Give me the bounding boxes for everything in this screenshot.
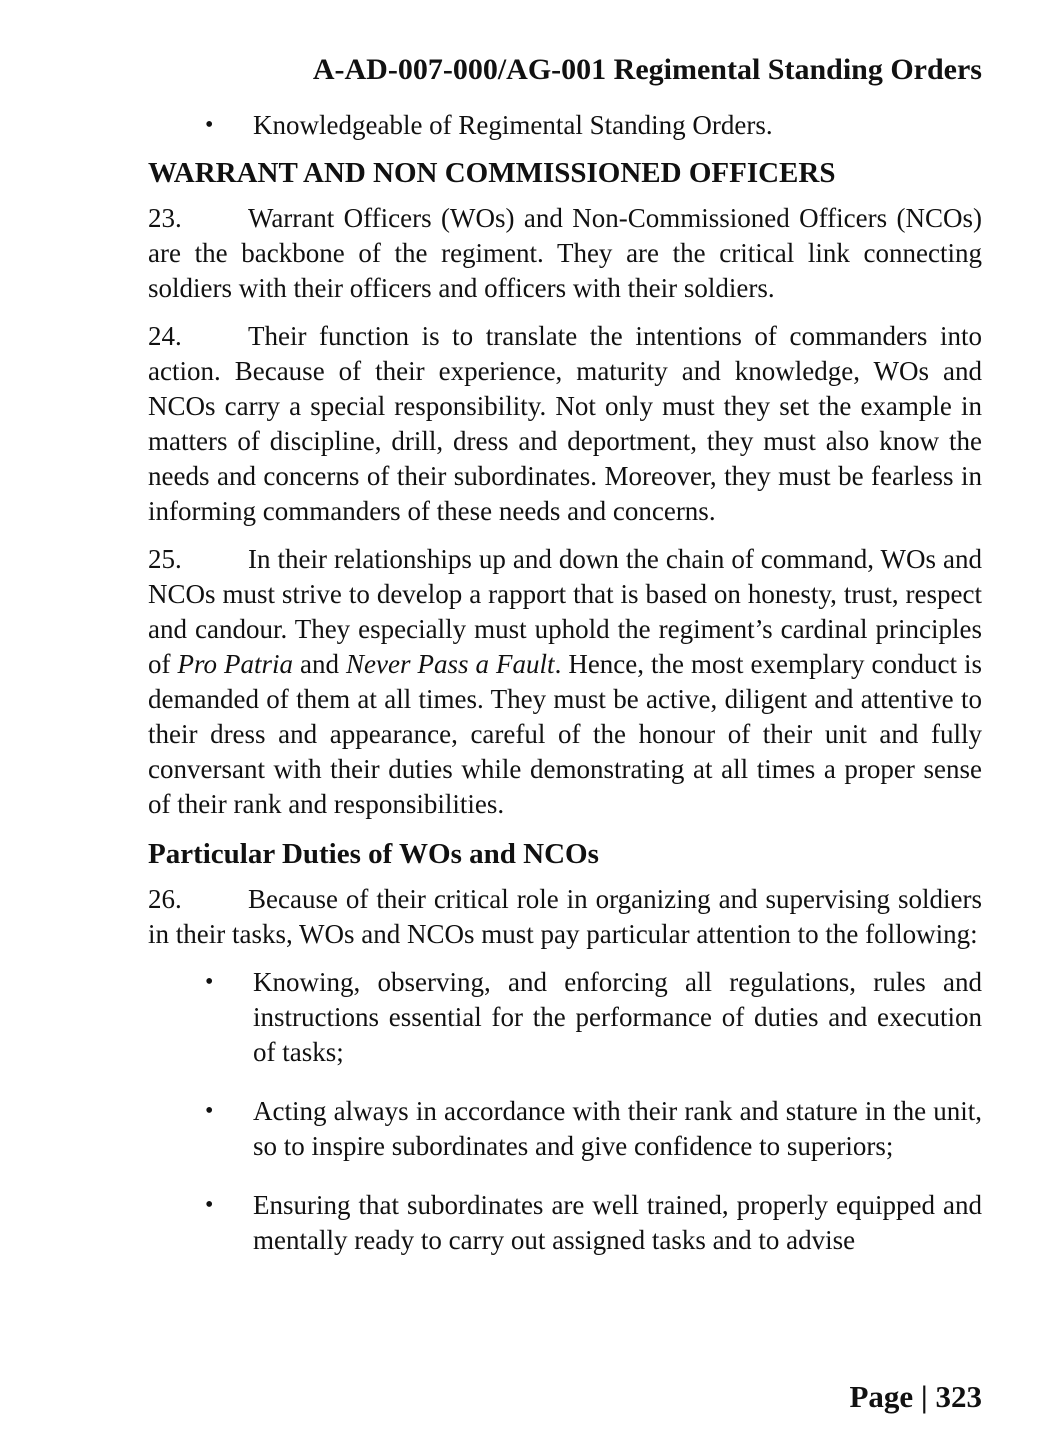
paragraph-24 [148, 319, 982, 529]
paragraph-26-number: 26. [148, 884, 182, 914]
duty-item-text: Knowing, observing, and enforcing all regulations, rules and instructions essential for the performance of duties and execution of tasks; [253, 967, 982, 1067]
bullet-icon: • [205, 1192, 214, 1218]
duties-list [148, 965, 982, 1258]
bullet-icon: • [205, 1098, 214, 1124]
document-header-title: A-AD-007-000/AG-001 Regimental Standing Orders [312, 53, 982, 86]
paragraph-25-number: 25. [148, 544, 182, 574]
paragraph-24-number: 24. [148, 321, 182, 351]
paragraph-25-text: In their relationships up and down the chain of command, WOs and NCOs must strive to develop a rapport that is based on honesty, trust, respect and candour. They especially must uphold the regiment’s cardinal principles of Pro Patria and Never Pass a Fault. Hence, the most exemplary conduct is demanded of them at all times. They must be active, diligent and attentive to their dress and appearance, careful of the honour of their unit and fully conversant with their duties while demonstrating at all times a proper sense of their rank and responsibilities. [148, 544, 982, 819]
duty-item-text: Ensuring that subordinates are well trained, properly equipped and mentally ready to carry out assigned tasks and to advise [253, 1190, 982, 1255]
paragraph-26 [148, 882, 982, 952]
lead-bullet-list [148, 108, 982, 143]
lead-bullet-text: Knowledgeable of Regimental Standing Orders. [253, 110, 773, 140]
paragraph-23-number: 23. [148, 203, 182, 233]
paragraph-26-text: Because of their critical role in organizing and supervising soldiers in their tasks, WOs and NCOs must pay particular attention to the following: [148, 884, 982, 949]
subsection-heading: Particular Duties of WOs and NCOs [148, 838, 599, 870]
bullet-icon: • [205, 112, 214, 138]
paragraph-23-text: Warrant Officers (WOs) and Non-Commissioned Officers (NCOs) are the backbone of the regiment. They are the critical link connecting soldiers with their officers and officers with their soldiers. [148, 203, 982, 303]
section-heading: WARRANT AND NON COMMISSIONED OFFICERS [148, 157, 836, 189]
duty-item-text: Acting always in accordance with their rank and stature in the unit, so to inspire subordinates and give confidence to superiors; [253, 1096, 982, 1161]
lead-bullet-item [205, 108, 982, 143]
paragraph-24-text: Their function is to translate the intentions of commanders into action. Because of their experience, maturity and knowledge, WOs and NCOs carry a special responsibility. Not only must they set the example in matters of discipline, drill, dress and deportment, they must also know the needs and concerns of their subordinates. Moreover, they must be fearless in informing commanders of these needs and concerns. [148, 321, 982, 526]
page-number: Page | 323 [849, 1379, 982, 1414]
duty-item [205, 1188, 982, 1258]
duty-item [205, 1094, 982, 1164]
paragraph-25 [148, 542, 982, 822]
bullet-icon: • [205, 969, 214, 995]
paragraph-23 [148, 201, 982, 306]
duty-item [205, 965, 982, 1070]
